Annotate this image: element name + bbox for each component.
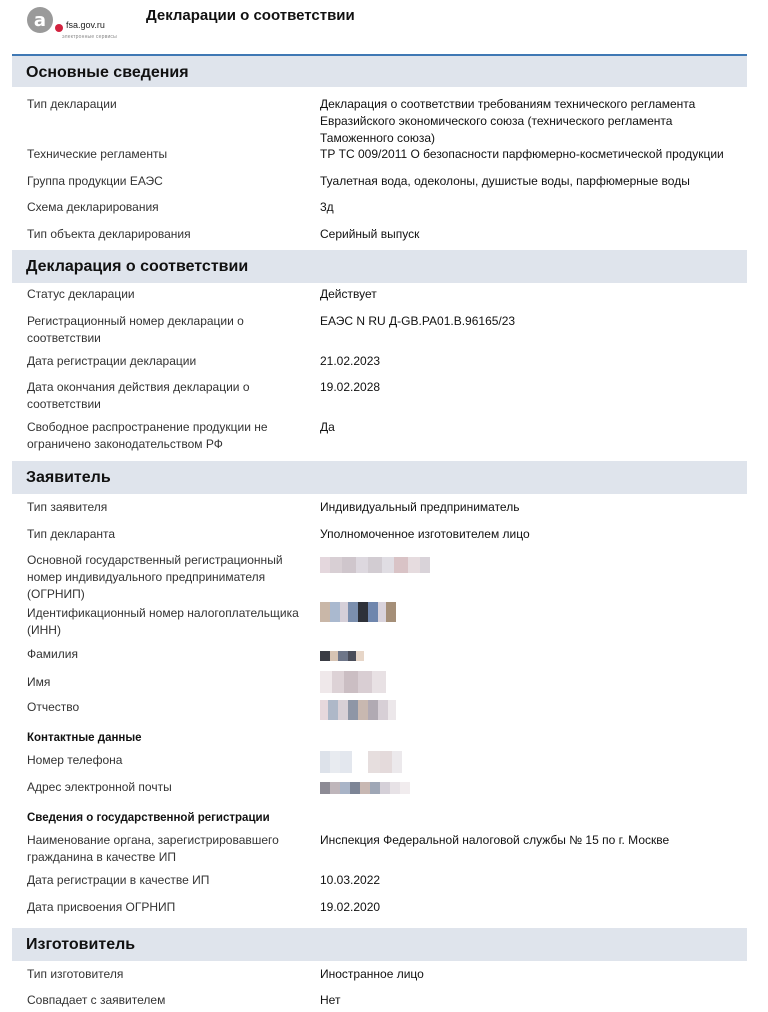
value-object-type: Серийный выпуск — [320, 227, 420, 241]
section-header-declaration: Декларация о соответствии — [12, 250, 747, 283]
brand-name: fsa.gov.ru — [66, 20, 105, 30]
label-patronymic: Отчество — [27, 700, 80, 714]
redacted-last-name — [320, 651, 364, 661]
value-same-as-applicant: Нет — [320, 993, 341, 1007]
section-header-manufacturer: Изготовитель — [12, 928, 747, 961]
label-manufacturer-type: Тип изготовителя — [27, 967, 124, 981]
label-same-as-applicant: Совпадает с заявителем — [27, 993, 166, 1007]
redacted-phone — [320, 751, 402, 773]
redacted-ogrnip — [320, 557, 430, 573]
page-header — [0, 0, 768, 54]
value-declaration-type: Декларация о соответствии требованиям технического регламента Евразийского экономического союза (технического регламента Таможенного союза) — [320, 97, 696, 145]
section-header-applicant: Заявитель — [12, 461, 747, 494]
value-expiry-date: 19.02.2028 — [320, 380, 381, 394]
label-registration-date: Дата регистрации декларации — [27, 354, 197, 368]
label-declaration-type: Тип декларации — [27, 97, 117, 111]
svg-text:a: a — [33, 10, 47, 31]
brand-tagline: электронные сервисы — [62, 34, 117, 40]
label-ogrnip-date: Дата присвоения ОГРНИП — [27, 900, 176, 914]
value-tech-regulations: ТР ТС 009/2011 О безопасности парфюмерно-косметической продукции — [320, 147, 724, 161]
label-object-type: Тип объекта декларирования — [27, 227, 191, 241]
value-declarant-type: Уполномоченное изготовителем лицо — [320, 527, 530, 541]
label-registration-number: Регистрационный номер декларации о соответствии — [27, 314, 244, 345]
value-ogrnip-date: 19.02.2020 — [320, 900, 381, 914]
section-header-main: Основные сведения — [12, 54, 747, 87]
fsa-logo-icon — [26, 6, 54, 34]
page-title: Декларации о соответствии — [146, 7, 355, 24]
label-email: Адрес электронной почты — [27, 780, 172, 794]
value-applicant-type: Индивидуальный предприниматель — [320, 500, 520, 514]
redacted-email — [320, 782, 410, 794]
value-registration-number: ЕАЭС N RU Д-GB.РА01.В.96165/23 — [320, 314, 516, 328]
label-registering-authority: Наименование органа, зарегистрировавшего гражданина в качестве ИП — [27, 833, 279, 864]
value-free-distribution: Да — [320, 420, 335, 434]
subheader-state-registration: Сведения о государственной регистрации — [27, 812, 270, 824]
label-free-distribution: Свободное распространение продукции не ограничено законодательством РФ — [27, 420, 268, 451]
value-manufacturer-type: Иностранное лицо — [320, 967, 424, 981]
value-product-group: Туалетная вода, одеколоны, душистые воды, парфюмерные воды — [320, 174, 690, 188]
label-inn: Идентификационный номер налогоплательщика (ИНН) — [27, 606, 299, 637]
label-first-name: Имя — [27, 675, 51, 689]
label-product-group: Группа продукции ЕАЭС — [27, 174, 163, 188]
label-last-name: Фамилия — [27, 647, 78, 661]
logo-dot — [55, 24, 63, 32]
label-ogrnip: Основной государственный регистрационный номер индивидуального предпринимателя (ОГРНИП) — [27, 553, 283, 601]
label-ip-registration-date: Дата регистрации в качестве ИП — [27, 873, 210, 887]
fsa-logo[interactable] — [26, 6, 136, 40]
value-declaration-scheme: 3д — [320, 200, 334, 214]
redacted-patronymic — [320, 700, 396, 720]
label-declaration-status: Статус декларации — [27, 287, 135, 301]
label-tech-regulations: Технические регламенты — [27, 147, 168, 161]
value-ip-registration-date: 10.03.2022 — [320, 873, 381, 887]
label-phone: Номер телефона — [27, 753, 123, 767]
label-applicant-type: Тип заявителя — [27, 500, 108, 514]
label-declarant-type: Тип декларанта — [27, 527, 116, 541]
redacted-first-name — [320, 671, 386, 693]
value-registration-date: 21.02.2023 — [320, 354, 381, 368]
label-declaration-scheme: Схема декларирования — [27, 200, 159, 214]
value-declaration-status: Действует — [320, 287, 377, 301]
redacted-inn — [320, 602, 396, 622]
subheader-contacts: Контактные данные — [27, 732, 142, 744]
label-expiry-date: Дата окончания действия декларации о соответствии — [27, 380, 250, 411]
value-registering-authority: Инспекция Федеральной налоговой службы № 15 по г. Москве — [320, 833, 670, 847]
